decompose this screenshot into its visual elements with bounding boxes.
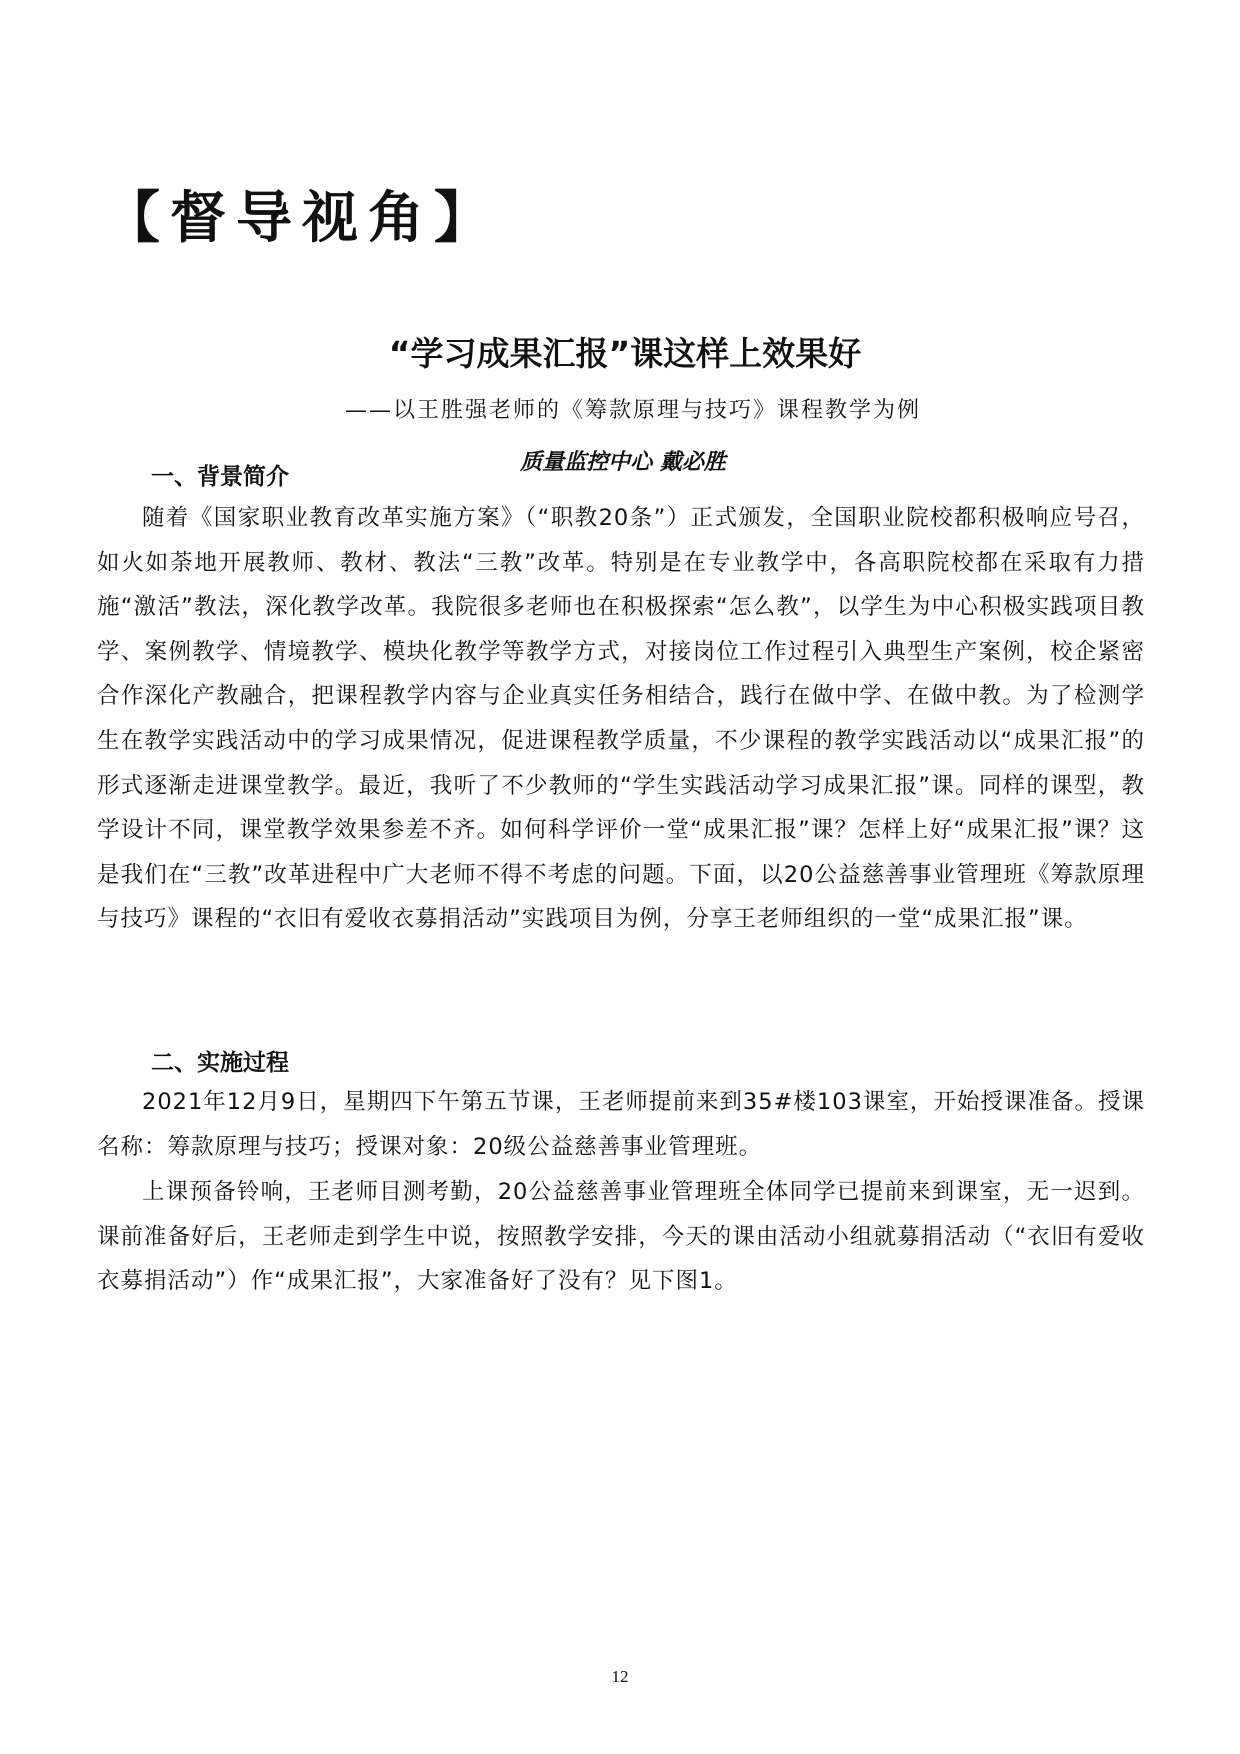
paragraph-background: 随着《国家职业教育改革实施方案》（“职教20条”）正式颁发，全国职业院校都积极响应号召，如火如荼地开展教师、教材、教法“三教”改革。特别是在专业教学中，各高职院校都在采取有力措施“激活”教法，深化教学改革。我院很多老师也在积极探索“怎么教”，以学生为中心积极实践项目教学、案例教学、情境教学、模块化教学等教学方式，对接岗位工作过程引入典型生产案例，校企紧密合作深化产教融合，把课程教学内容与企业真实任务相结合，践行在做中学、在做中教。为了检测学生在教学实践活动中的学习成果情况，促进课程教学质量，不少课程的教学实践活动以“成果汇报”的形式逐渐走进课堂教学。最近，我听了不少教师的“学生实践活动学习成果汇报”课。同样的课型，教学设计不同，课堂教学效果参差不齐。如何科学评价一堂“成果汇报”课？怎样上好“成果汇报”课？这是我们在“三教”改革进程中广大老师不得不考虑的问题。下面，以20公益慈善事业管理班《筹款原理与技巧》课程的“衣旧有爱收衣募捐活动”实践项目为例，分享王老师组织的一堂“成果汇报”课。 — [97, 505, 1145, 933]
section-heading-process: 二、实施过程 — [151, 1050, 289, 1076]
article-subtitle: ——以王胜强老师的《筹款原理与技巧》课程教学为例 — [345, 398, 922, 423]
paragraph-process-1: 2021年12月9日，星期四下午第五节课，王老师提前来到35#楼103课室，开始授课准备。授课名称：筹款原理与技巧；授课对象：20级公益慈善事业管理班。 — [97, 1089, 1145, 1160]
paragraph-process-2: 上课预备铃响，王老师目测考勤，20公益慈善事业管理班全体同学已提前来到课室，无一迟到。课前准备好后，王老师走到学生中说，按照教学安排，今天的课由活动小组就募捐活动（“衣旧有爱收衣募捐活动”）作“成果汇报”，大家准备好了没有？见下图1。 — [97, 1179, 1145, 1295]
article-title: “学习成果汇报”课这样上效果好 — [388, 334, 862, 373]
section-heading-background: 一、背景简介 — [151, 464, 289, 490]
section-tag: 【督导视角】 — [104, 186, 500, 251]
article-byline: 质量监控中心 戴必胜 — [520, 449, 726, 475]
page-number: 12 — [611, 1667, 629, 1686]
